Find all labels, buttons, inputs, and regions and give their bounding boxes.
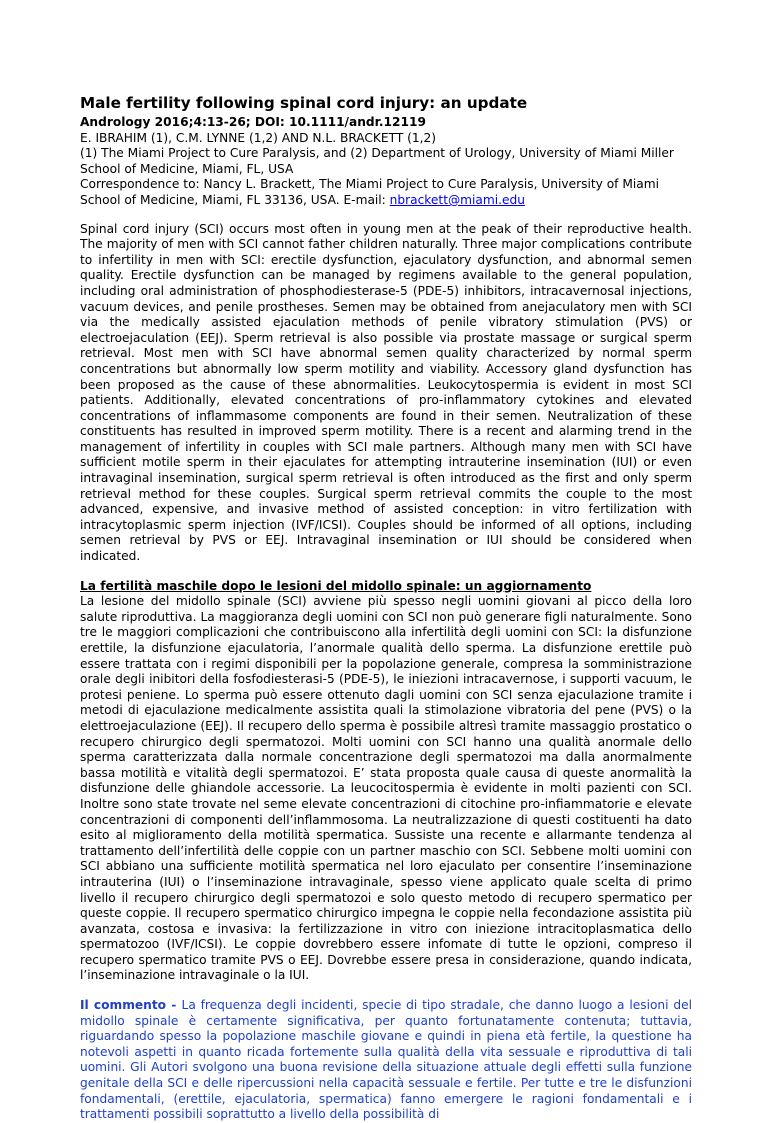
commentary-text: La frequenza degli incidenti, specie di tipo stradale, che danno luogo a lesioni del midollo spinale è certamente significativa, per quanto fortunatamente contenuta; tuttavia, riguardando spesso la popolazione maschile giovane e quindi in piena età fertile, la questione ha notevoli aspetti in quanto ricada fortemente sulla qualità della vita sessuale e riproduttiva di tali uomini. Gli Autori svolgono una buona revisione della situazione attuale degli effetti sulla funzione genitale della SCI e delle ripercussioni nella capacità sessuale e fertile. Per tutte e tre le disfunzioni fondamentali, (erettile, ejaculatoria, spermatica) fanno emergere le ragioni fondamentali e i trattamenti possibili soprattutto a livello della possibilità di: [80, 998, 692, 1122]
affiliation: (1) The Miami Project to Cure Paralysis, and (2) Department of Urology, University of Miami Miller School of Medicine, Miami, FL, USA: [80, 146, 674, 176]
authors: E. IBRAHIM (1), C.M. LYNNE (1,2) AND N.L. BRACKETT (1,2): [80, 130, 437, 145]
journal-citation: Andrology 2016;4:13-26; DOI: 10.1111/andr.12119: [80, 115, 426, 129]
commentary-label: Il commento -: [80, 998, 182, 1013]
email-link[interactable]: nbrackett@miami.edu: [389, 192, 525, 207]
article-title: Male fertility following spinal cord injury: an update: [80, 94, 528, 112]
article-meta: [80, 131, 692, 209]
abstract-english: Spinal cord injury (SCI) occurs most often in young men at the peak of their reproductive health. The majority of men with SCI cannot father children naturally. Three major complications contribute to infertility in men with SCI: erectile dysfunction, ejaculatory dysfunction, and abnormal semen quality. Erectile dysfunction can be managed by regimens available to the general population, including oral administration of phosphodiesterase-5 (PDE-5) inhibitors, intracavernosal injections, vacuum devices, and penile prostheses. Semen may be obtained from anejaculatory men with SCI via the medically assisted ejaculation methods of penile vibratory stimulation (PVS) or electroejaculation (EEJ). Sperm retrieval is also possible via prostate massage or surgical sperm retrieval. Most men with SCI have abnormal semen quality characterized by normal sperm concentrations but abnormally low sperm motility and viability. Accessory gland dysfunction has been proposed as the cause of these abnormalities. Leukocytospermia is evident in most SCI patients. Additionally, elevated concentrations of pro-inflammatory cytokines and elevated concentrations of inflammasome components are found in their semen. Neutralization of these constituents has resulted in improved sperm motility. There is a recent and alarming trend in the management of infertility in couples with SCI male partners. Although many men with SCI have sufficient motile sperm in their ejaculates for attempting intrauterine insemination (IUI) or even intravaginal insemination, surgical sperm retrieval is often introduced as the first and only sperm retrieval method for these couples. Surgical sperm retrieval commits the couple to the most advanced, expensive, and invasive method of assisted conception: in vitro fertilization with intracytoplasmic sperm injection (IVF/ICSI). Couples should be informed of all options, including semen retrieval by PVS or EEJ. Intravaginal insemination or IUI should be considered when indicated.: [80, 221, 692, 564]
commentary: [80, 998, 692, 1123]
correspondence: [80, 177, 692, 208]
correspondence-text: Correspondence to: Nancy L. Brackett, The Miami Project to Cure Paralysis, University of Miami School of Medicine, Miami, FL 33136, USA. E-mail:: [80, 177, 659, 207]
italian-title: La fertilità maschile dopo le lesioni del midollo spinale: un aggiornamento: [80, 578, 592, 593]
article-page: [80, 94, 692, 1123]
abstract-italian: La lesione del midollo spinale (SCI) avviene più spesso negli uomini giovani al picco della loro salute riproduttiva. La maggioranza degli uomini con SCI non può generare figli naturalmente. Sono tre le maggiori complicazioni che contribuiscono alla infertilità degli uomini con SCI: la disfunzione erettile, la disfunzione ejaculatoria, l’anormale qualità dello sperma. La disfunzione erettile può essere trattata con i regimi disponibili per la popolazione generale, compresa la somministrazione orale degli inibitori della fosfodiesterasi-5 (PDE-5), le iniezioni intracavernose, i supporti vacuum, le protesi peniene. Lo sperma può essere ottenuto dagli uomini con SCI senza ejaculazione tramite i metodi di ejaculazione medicalmente assistita quali la stimolazione vibratoria del pene (PVS) o la elettroejaculazione (EEJ). Il recupero dello sperma è possibile altresì tramite massaggio prostatico o recupero chirurgico degli spermatozoi. Molti uomini con SCI hanno una qualità anormale dello sperma caratterizzata dalla normale concentrazione degli spermatozoi ma dalla anormalmente bassa motilità e vitalità degli spermatozoi. E’ stata proposta quale causa di queste anormalità la disfunzione delle ghiandole accessorie. La leucocitospermia è evidente in molti pazienti con SCI. Inoltre sono state trovate nel seme elevate concentrazioni di citochine pro-infiammatorie e elevate concentrazioni di componenti dell’inflammosoma. La neutralizzazione di questi costituenti ha dato esito al miglioramento della motilità spermatica. Sussiste una recente e allarmante tendenza al trattamento dell’infertilità delle coppie con un partner maschio con SCI. Sebbene molti uomini con SCI abbiano una sufficiente motilità spermatica nel loro ejaculato per consentire l’inseminazione intrauterina (IUI) o l’inseminazione intravaginale, spesso viene applicato quale scelta di primo livello il recupero chirurgico degli spermatozoi e solo questo metodo di recupero spermatico per queste coppie. Il recupero spermatico chirurgico impegna le coppie nella fecondazione assistita più avanzata, costosa e invasiva: la fertilizzazione in vitro con iniezione intracitoplasmatica dello spermatozoo (IVF/ICSI). Le coppie dovrebbero essere infomate di tutte le opzioni, compreso il recupero spermatico tramite PVS o EEJ. Dovrebbe essere presa in considerazione, quando indicata, l’inseminazione intravaginale o la IUI.: [80, 594, 692, 983]
